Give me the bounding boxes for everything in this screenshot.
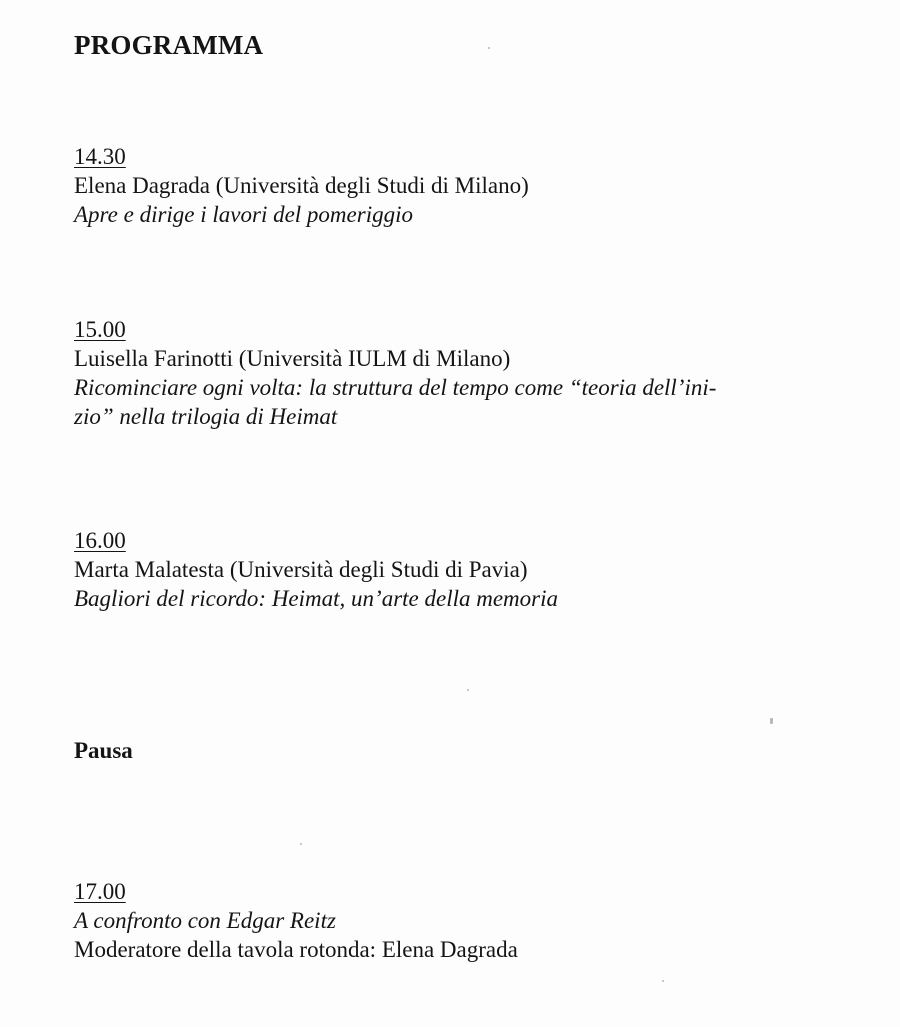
session-talk-title-line-1: Ricominciare ogni volta: la struttura del tempo come “teoria dell’ini-	[74, 375, 717, 400]
session-talk-title: Apre e dirige i lavori del pomeriggio	[74, 202, 413, 227]
roundtable-moderator: Moderatore della tavola rotonda: Elena Dagrada	[74, 937, 518, 962]
session-time: 16.00	[74, 528, 126, 553]
session-time: 15.00	[74, 317, 126, 342]
session-talk-title: Bagliori del ricordo: Heimat, un’arte della memoria	[74, 586, 558, 611]
scan-speck	[467, 689, 469, 691]
roundtable-1700	[74, 877, 880, 964]
session-time: 14.30	[74, 144, 126, 169]
session-speaker: Elena Dagrada (Università degli Studi di Milano)	[74, 173, 529, 198]
session-1500	[74, 315, 880, 431]
session-1600	[74, 526, 880, 613]
roundtable-time: 17.00	[74, 879, 126, 904]
session-speaker: Marta Malatesta (Università degli Studi di Pavia)	[74, 557, 528, 582]
scan-speck	[300, 843, 302, 845]
scan-speck	[770, 718, 773, 724]
page-title: PROGRAMMA	[74, 30, 264, 60]
break-label: Pausa	[74, 738, 133, 763]
session-speaker: Luisella Farinotti (Università IULM di Milano)	[74, 346, 511, 371]
session-1430	[74, 142, 880, 229]
scan-speck	[488, 47, 490, 49]
scan-speck	[662, 980, 664, 982]
session-talk-title-line-2: zio” nella trilogia di Heimat	[74, 404, 338, 429]
roundtable-title: A confronto con Edgar Reitz	[74, 908, 336, 933]
